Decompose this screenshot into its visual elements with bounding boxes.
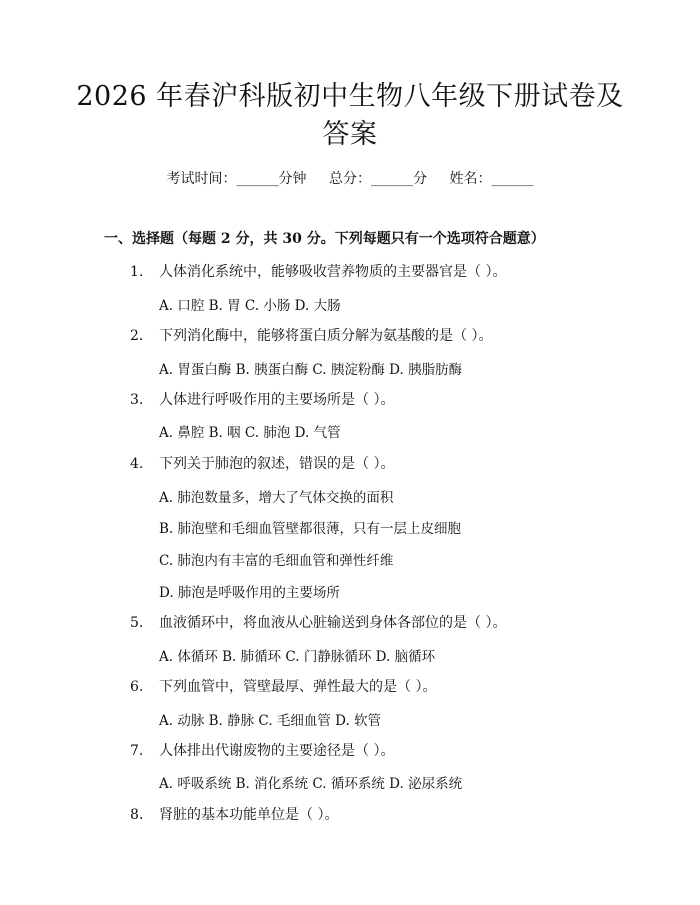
question-6-options: A. 动脉 B. 静脉 C. 毛细血管 D. 软管 — [159, 713, 382, 729]
question-4-option-a: A. 肺泡数量多，增大了气体交换的面积 — [159, 490, 394, 506]
question-5 — [130, 612, 506, 632]
question-4-option-c: C. 肺泡内有丰富的毛细血管和弹性纤维 — [159, 553, 394, 569]
question-number: 1. — [130, 264, 144, 280]
exam-meta — [0, 168, 700, 188]
question-text: 人体进行呼吸作用的主要场所是（ ）。 — [159, 392, 395, 408]
exam-time: 考试时间：______分钟 — [166, 171, 307, 187]
question-number: 6. — [130, 679, 144, 695]
question-text: 下列血管中，管壁最厚、弹性最大的是（ ）。 — [159, 679, 437, 695]
question-text: 血液循环中，将血液从心脏输送到身体各部位的是（ ）。 — [159, 615, 507, 631]
question-3 — [130, 389, 394, 409]
question-8 — [130, 804, 338, 824]
exam-score: 总分：______分 — [329, 171, 427, 187]
question-1-options: A. 口腔 B. 胃 C. 小肠 D. 大肠 — [159, 298, 341, 314]
question-number: 5. — [130, 615, 144, 631]
question-text: 下列关于肺泡的叙述，错误的是（ ）。 — [159, 456, 395, 472]
question-7-options: A. 呼吸系统 B. 消化系统 C. 循环系统 D. 泌尿系统 — [159, 776, 463, 792]
question-number: 8. — [130, 807, 144, 823]
question-number: 3. — [130, 392, 144, 408]
question-4-option-b: B. 肺泡壁和毛细血管壁都很薄，只有一层上皮细胞 — [159, 521, 462, 537]
question-number: 2. — [130, 328, 144, 344]
question-2 — [130, 325, 492, 345]
question-text: 人体排出代谢废物的主要途径是（ ）。 — [159, 743, 395, 759]
question-5-options: A. 体循环 B. 肺循环 C. 门静脉循环 D. 脑循环 — [159, 649, 436, 665]
question-number: 7. — [130, 743, 144, 759]
question-2-options: A. 胃蛋白酶 B. 胰蛋白酶 C. 胰淀粉酶 D. 胰脂肪酶 — [159, 362, 463, 378]
question-1 — [130, 261, 506, 281]
page-title — [60, 78, 640, 154]
question-3-options: A. 鼻腔 B. 咽 C. 肺泡 D. 气管 — [159, 425, 341, 441]
question-4-option-d: D. 肺泡是呼吸作用的主要场所 — [159, 585, 340, 601]
question-4 — [130, 453, 394, 473]
title-line-2: 答案 — [322, 119, 378, 150]
student-name: 姓名：______ — [449, 171, 534, 187]
section-heading: 一、选择题（每题 2 分，共 30 分。下列每题只有一个选项符合题意） — [104, 231, 545, 247]
question-text: 肾脏的基本功能单位是（ ）。 — [159, 807, 339, 823]
question-text: 下列消化酶中，能够将蛋白质分解为氨基酸的是（ ）。 — [159, 328, 493, 344]
question-6 — [130, 676, 436, 696]
question-number: 4. — [130, 456, 144, 472]
question-text: 人体消化系统中，能够吸收营养物质的主要器官是（ ）。 — [159, 264, 507, 280]
title-line-1: 2026 年春沪科版初中生物八年级下册试卷及 — [76, 81, 624, 112]
question-7 — [130, 740, 394, 760]
